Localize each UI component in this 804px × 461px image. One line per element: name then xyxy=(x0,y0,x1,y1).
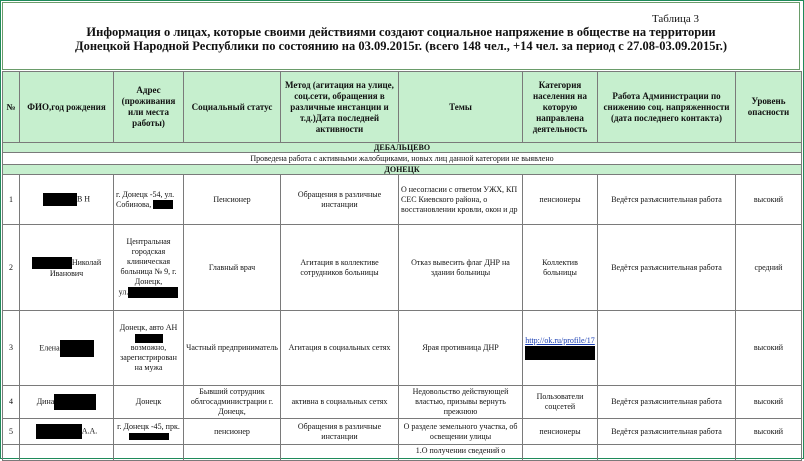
cell-fio xyxy=(20,175,114,225)
cell-fio xyxy=(20,445,114,461)
cell-themes: О несогласии с ответом УЖХ, КП СЕС Киевского района, о восстановлении кровли, окон и др xyxy=(399,175,523,225)
cell-address xyxy=(114,445,184,461)
header-method: Метод (агитация на улице, соц.сети, обращения в различные инстанции и т.д.)Дата последней активности xyxy=(281,72,399,143)
profile-link[interactable]: http://ok.ru/profile/17 xyxy=(525,336,595,345)
cell-admin xyxy=(598,445,736,461)
header-admin: Работа Администрации по снижению соц. напряженности (дата последнего контакта) xyxy=(598,72,736,143)
cell-admin: Ведётся разъяснительная работа xyxy=(598,386,736,419)
address-street: ул. xyxy=(118,287,129,297)
cell-admin: Ведётся разъяснительная работа xyxy=(598,225,736,311)
persons-table xyxy=(2,71,802,461)
cell-status: Частный предприниматель xyxy=(184,311,281,386)
cell-status: Главный врач xyxy=(184,225,281,311)
redaction-block xyxy=(60,340,94,357)
cell-num xyxy=(3,445,20,461)
cell-danger xyxy=(736,445,802,461)
document-title xyxy=(3,25,799,53)
cell-num: 4 xyxy=(3,386,20,419)
header-address: Адрес (проживания или места работы) xyxy=(114,72,184,143)
fio-text: А.А. xyxy=(81,426,98,436)
redaction-block xyxy=(54,394,96,410)
cell-danger: высокий xyxy=(736,419,802,445)
cell-status: Пенсионер xyxy=(184,175,281,225)
cell-address xyxy=(114,419,184,445)
cell-status: пенсионер xyxy=(184,419,281,445)
cell-num: 1 xyxy=(3,175,20,225)
cell-themes: 1.О получении сведений о xyxy=(399,445,523,461)
section-debaltsevo: ДЕБАЛЬЦЕВО xyxy=(3,143,802,153)
table-row xyxy=(3,225,802,311)
cell-admin: Ведётся разъяснительная работа xyxy=(598,419,736,445)
cell-method: Обращения в различные инстанции xyxy=(281,175,399,225)
header-themes: Темы xyxy=(399,72,523,143)
table-row xyxy=(3,386,802,419)
cell-method: Агитация в коллективе сотрудников больницы xyxy=(281,225,399,311)
cell-themes: О разделе земельного участка, об освещении улицы xyxy=(399,419,523,445)
cell-status: Бывший сотрудник облгосадминистрации г. Донецк, xyxy=(184,386,281,419)
header-category: Категория населения на которую направлена деятельность xyxy=(523,72,598,143)
cell-method: Агитация в социальных сетях xyxy=(281,311,399,386)
cell-category: Пользователи соцсетей xyxy=(523,386,598,419)
address-text: Донецк, авто АН xyxy=(119,323,178,332)
cell-themes: Отказ вывесить флаг ДНР на здании больницы xyxy=(399,225,523,311)
fio-text-first: Николай xyxy=(71,257,102,267)
cell-danger: высокий xyxy=(736,386,802,419)
cell-themes: Недовольство действующей властью, призывы вернуть прежнюю xyxy=(399,386,523,419)
table-row xyxy=(3,311,802,386)
cell-category[interactable] xyxy=(523,311,598,386)
cell-category: пенсионеры xyxy=(523,419,598,445)
fio-text-second: Иванович xyxy=(49,268,84,278)
address-text: Центральная городская клиническая больница № 9, г. Донецк, xyxy=(120,237,177,286)
cell-category: пенсионеры xyxy=(523,175,598,225)
cell-danger: высокий xyxy=(736,311,802,386)
section-donetsk: ДОНЕЦК xyxy=(3,165,802,175)
title-line-1: Информация о лицах, которые своими действиями создают социальное напряжение в обществе на территории xyxy=(86,25,716,39)
header-fio: ФИО,год рождения xyxy=(20,72,114,143)
redaction-block xyxy=(128,287,178,298)
cell-fio xyxy=(20,225,114,311)
cell-danger: средний xyxy=(736,225,802,311)
title-line-2: Донецкой Народной Республики по состоянию на 03.09.2015г. (всего 148 чел., +14 чел. за период с 27.08-03.09.2015г.) xyxy=(74,39,728,53)
cell-num: 3 xyxy=(3,311,20,386)
cell-themes: Ярая противница ДНР xyxy=(399,311,523,386)
cell-fio xyxy=(20,386,114,419)
cell-num: 2 xyxy=(3,225,20,311)
header-status: Социальный статус xyxy=(184,72,281,143)
cell-address xyxy=(114,225,184,311)
redaction-block xyxy=(36,424,82,439)
fio-text: Елена xyxy=(39,342,60,352)
fio-text: Дина xyxy=(36,396,55,406)
cell-address xyxy=(114,175,184,225)
table-number: Таблица 3 xyxy=(651,13,699,25)
cell-admin xyxy=(598,311,736,386)
cell-address: Донецк xyxy=(114,386,184,419)
cell-admin: Ведётся разъяснительная работа xyxy=(598,175,736,225)
cell-fio xyxy=(20,311,114,386)
address-note: возможно, xyxy=(130,343,167,352)
table-row xyxy=(3,419,802,445)
cell-num: 5 xyxy=(3,419,20,445)
header-row xyxy=(3,72,802,143)
redaction-block xyxy=(43,193,77,206)
fio-text: В Н xyxy=(76,194,91,204)
table-row xyxy=(3,445,802,461)
section-note: Проведена работа с активными жалобщиками, новых лиц данной категории не выявлено xyxy=(3,153,802,165)
cell-category xyxy=(523,445,598,461)
title-box xyxy=(2,2,800,70)
cell-method: активна в социальных сетях xyxy=(281,386,399,419)
section-row xyxy=(3,165,802,175)
header-danger: Уровень опасности xyxy=(736,72,802,143)
cell-method: Обращения в различные инстанции xyxy=(281,419,399,445)
section-row xyxy=(3,143,802,153)
cell-address xyxy=(114,311,184,386)
address-text: г. Донецк -54, ул. Собинова, xyxy=(116,189,175,209)
cell-category: Коллектив больницы xyxy=(523,225,598,311)
header-num: № xyxy=(3,72,20,143)
address-text: г. Донецк -45, прк. xyxy=(117,421,180,431)
table-row xyxy=(3,175,802,225)
redaction-block xyxy=(32,257,72,269)
address-registration: зарегистрирован на мужа xyxy=(120,353,177,372)
note-row xyxy=(3,153,802,165)
cell-method xyxy=(281,445,399,461)
redaction-block xyxy=(135,334,163,343)
redaction-block xyxy=(525,346,595,360)
cell-status xyxy=(184,445,281,461)
redaction-block xyxy=(129,433,169,440)
cell-danger: высокий xyxy=(736,175,802,225)
cell-fio xyxy=(20,419,114,445)
redaction-block xyxy=(153,200,173,209)
